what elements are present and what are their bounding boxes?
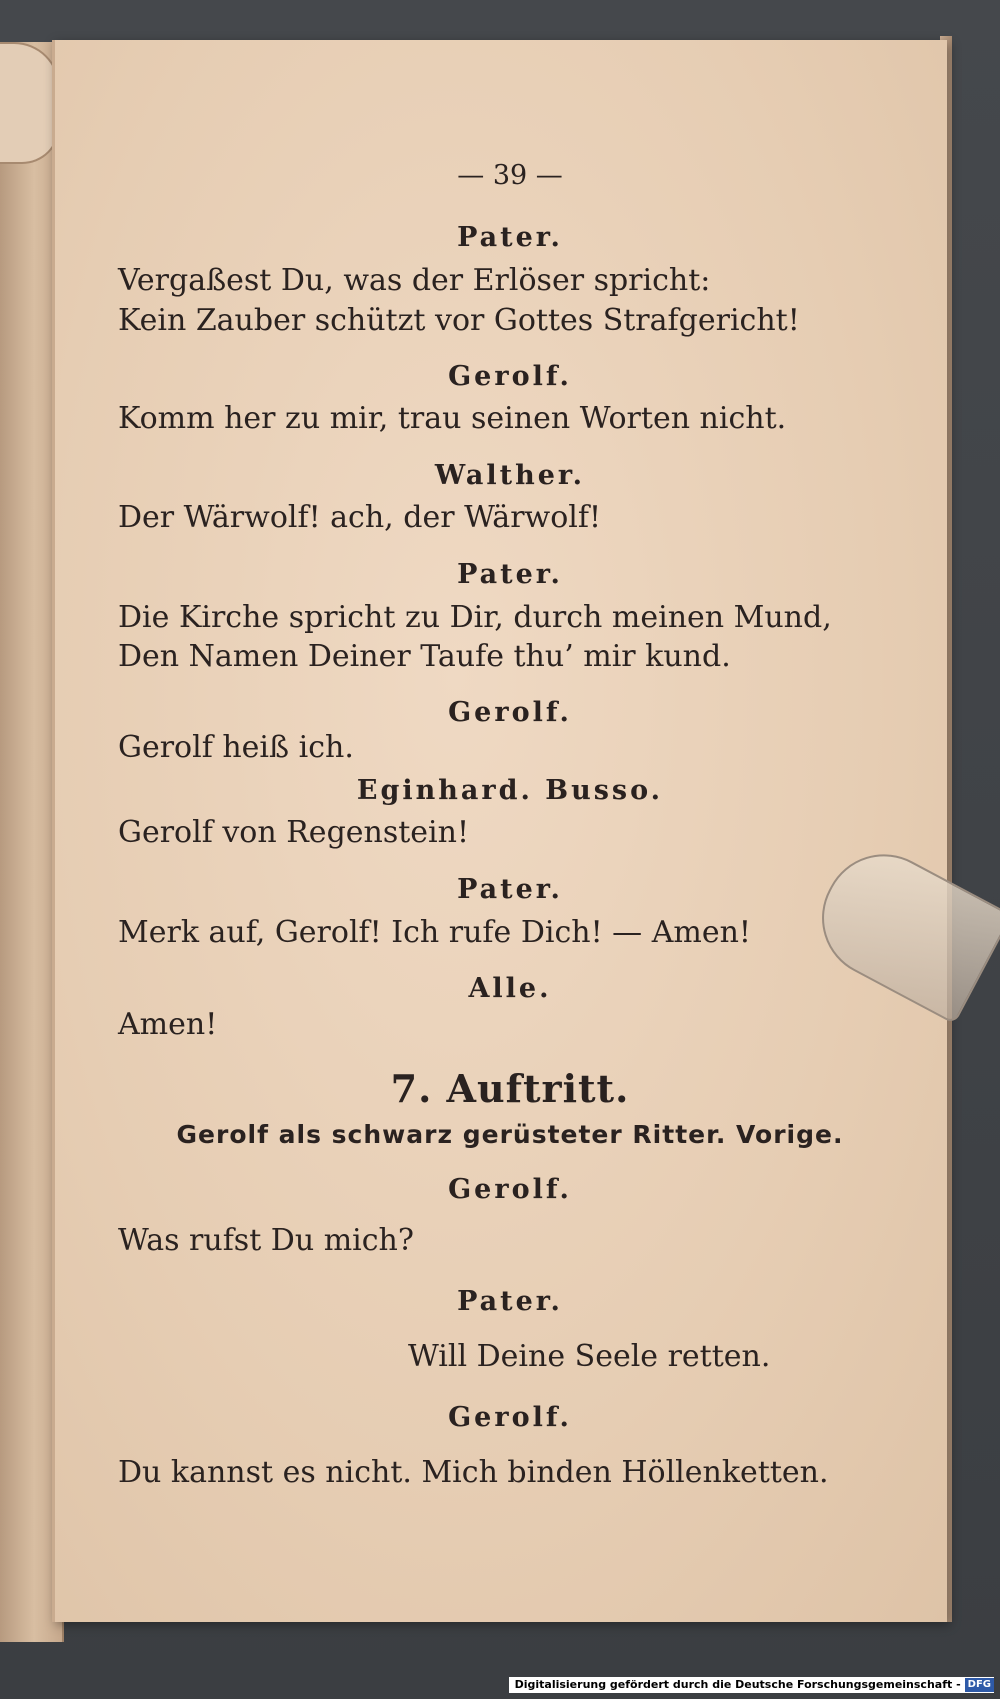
credit-text: Digitalisierung gefördert durch die Deutsche Forschungsgemeinschaft - <box>514 1678 961 1691</box>
verse-line: Amen! <box>118 1007 218 1042</box>
speaker-name: Eginhard. Busso. <box>356 775 664 806</box>
verse-line: Gerolf heiß ich. <box>118 730 354 765</box>
verse-line: Du kannst es nicht. Mich binden Höllenketten. <box>118 1455 829 1490</box>
verse-line: Die Kirche spricht zu Dir, durch meinen Mund, <box>118 600 832 635</box>
speaker-name: Gerolf. <box>448 697 572 728</box>
speaker-name: Walther. <box>434 460 586 491</box>
verse-line: Merk auf, Gerolf! Ich rufe Dich! — Amen! <box>118 915 751 950</box>
verse-line: Was rufst Du mich? <box>118 1223 414 1258</box>
page-number: — 39 — <box>457 160 563 191</box>
verse-line: Gerolf von Regenstein! <box>118 815 470 850</box>
verse-line: Komm her zu mir, trau seinen Worten nicht. <box>118 401 787 436</box>
speaker-name: Alle. <box>468 973 552 1004</box>
speaker-name: Pater. <box>457 1286 563 1317</box>
verse-line: Vergaßest Du, was der Erlöser spricht: <box>118 263 711 298</box>
dfg-logo: DFG <box>965 1678 994 1692</box>
verse-line: Den Namen Deiner Taufe thu’ mir kund. <box>118 639 731 674</box>
verse-line: Will Deine Seele retten. <box>408 1339 771 1374</box>
speaker-name: Pater. <box>457 222 563 253</box>
scene-title: 7. Auftritt. <box>390 1066 630 1111</box>
digitization-credit <box>509 1677 994 1693</box>
speaker-name: Pater. <box>457 874 563 905</box>
speaker-name: Pater. <box>457 559 563 590</box>
stage-direction: Gerolf als schwarz gerüsteter Ritter. Vorige. <box>176 1120 844 1149</box>
speaker-name: Gerolf. <box>448 1174 572 1205</box>
speaker-name: Gerolf. <box>448 1402 572 1433</box>
verse-line: Kein Zauber schützt vor Gottes Strafgericht! <box>118 303 800 338</box>
speaker-name: Gerolf. <box>448 361 572 392</box>
verse-line: Der Wärwolf! ach, der Wärwolf! <box>118 500 602 535</box>
page-curl <box>0 42 60 164</box>
